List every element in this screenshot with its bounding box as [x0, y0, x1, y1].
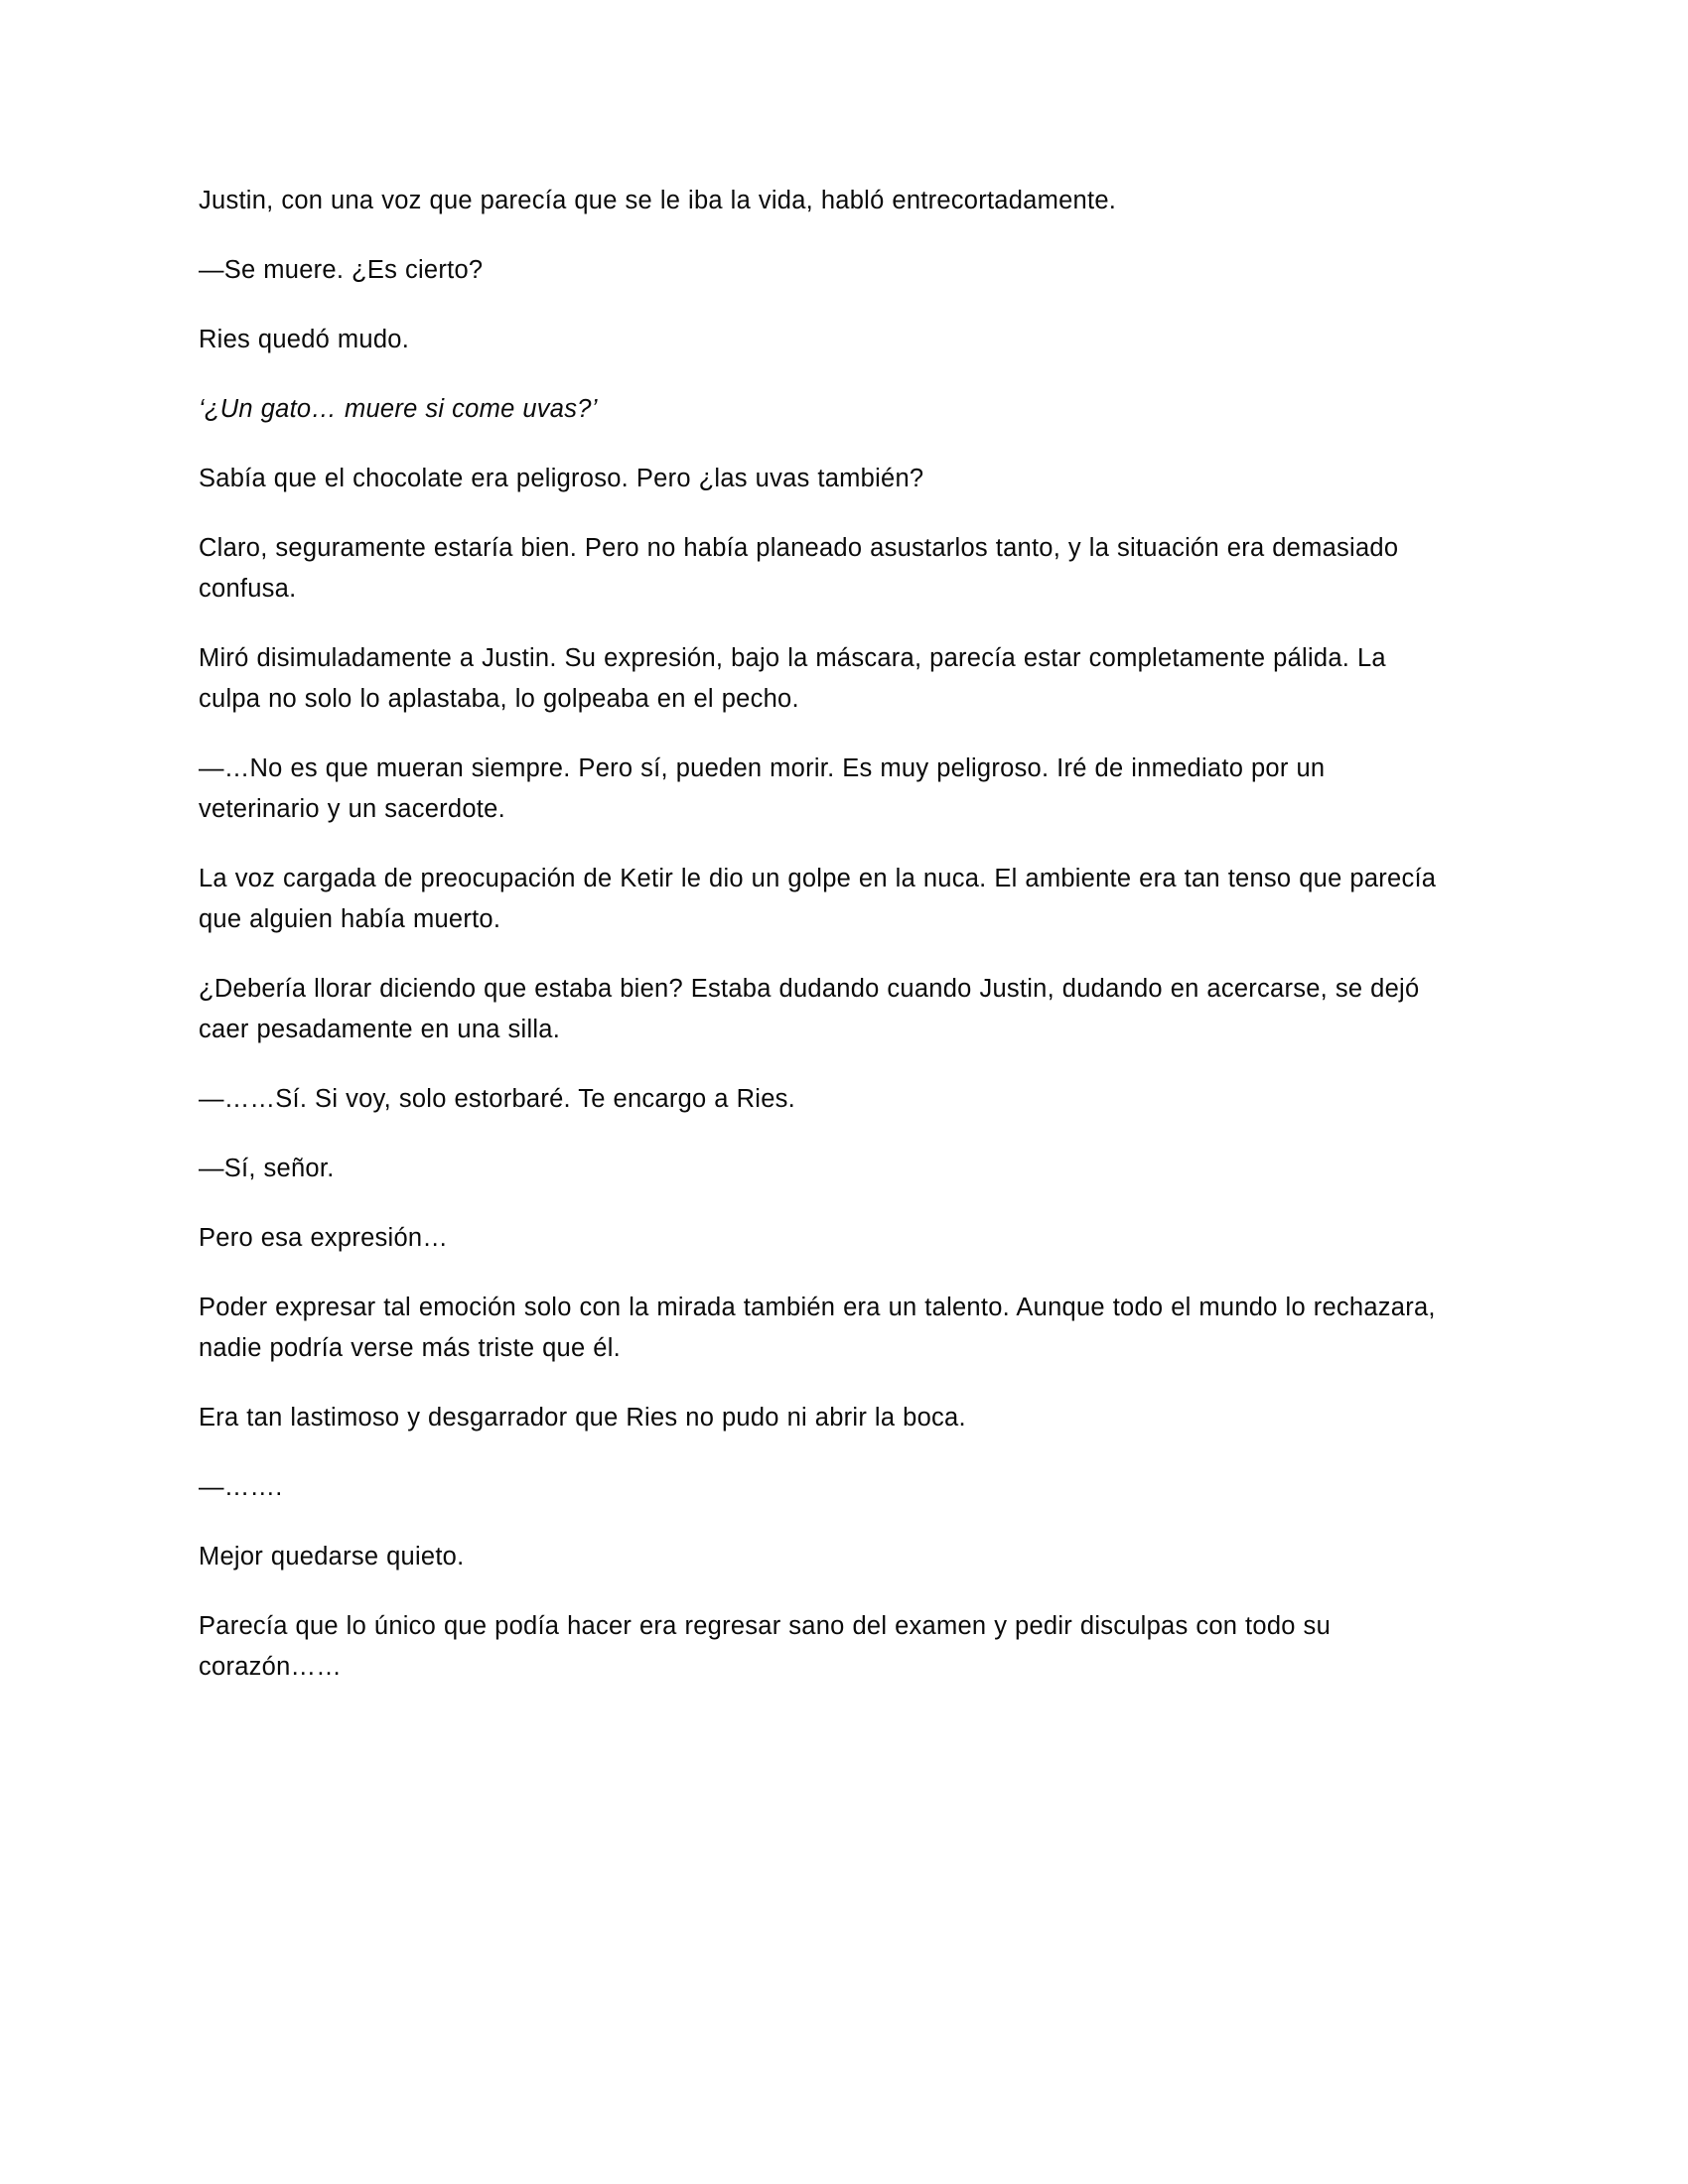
paragraph-dialogue: —Sí, señor.: [199, 1155, 335, 1182]
paragraph: La voz cargada de preocupación de Ketir le dio un golpe en la nuca. El ambiente era tan tenso que parecía que alguien había muerto.: [199, 865, 1437, 933]
paragraph-dialogue: —…No es que mueran siempre. Pero sí, pueden morir. Es muy peligroso. Iré de inmediato por un veterinario y un sacerdote.: [199, 754, 1326, 823]
document-text-body: [199, 181, 1448, 1688]
paragraph-inner-thought: ‘¿Un gato… muere si come uvas?’: [199, 395, 598, 423]
paragraph: Miró disimuladamente a Justin. Su expresión, bajo la máscara, parecía estar completamente pálida. La culpa no solo lo aplastaba, lo golpeaba en el pecho.: [199, 644, 1386, 713]
paragraph: Justin, con una voz que parecía que se le iba la vida, habló entrecortadamente.: [199, 187, 1117, 214]
paragraph: ¿Debería llorar diciendo que estaba bien? Estaba dudando cuando Justin, dudando en acercarse, se dejó caer pesadamente en una silla.: [199, 975, 1420, 1043]
paragraph: Parecía que lo único que podía hacer era regresar sano del examen y pedir disculpas con todo su corazón……: [199, 1612, 1332, 1681]
paragraph: Ries quedó mudo.: [199, 326, 410, 353]
paragraph: Pero esa expresión…: [199, 1224, 449, 1252]
paragraph: Sabía que el chocolate era peligroso. Pero ¿las uvas también?: [199, 465, 924, 492]
paragraph-dialogue: —…….: [199, 1473, 283, 1501]
paragraph: Mejor quedarse quieto.: [199, 1543, 465, 1570]
paragraph-dialogue: —……Sí. Si voy, solo estorbaré. Te encargo a Ries.: [199, 1085, 795, 1113]
paragraph: Claro, seguramente estaría bien. Pero no había planeado asustarlos tanto, y la situación era demasiado confusa.: [199, 534, 1399, 603]
paragraph: Era tan lastimoso y desgarrador que Ries no pudo ni abrir la boca.: [199, 1404, 966, 1432]
paragraph-dialogue: —Se muere. ¿Es cierto?: [199, 256, 484, 284]
paragraph: Poder expresar tal emoción solo con la mirada también era un talento. Aunque todo el mundo lo rechazara, nadie podría verse más triste que él.: [199, 1294, 1436, 1362]
